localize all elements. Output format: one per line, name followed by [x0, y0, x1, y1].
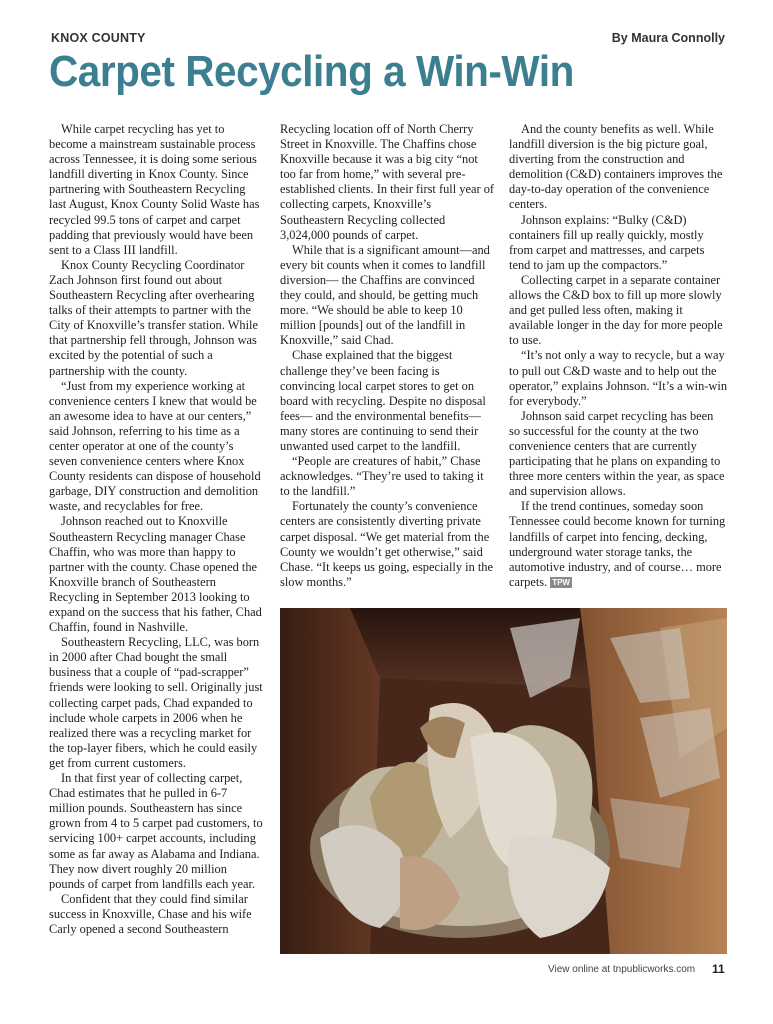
paragraph: Fortunately the county’s convenience centers are consistently diverting private carpet disposal. “We get material from the County we wouldn’t get otherwise,” said Chase. “It keeps us going, especially in the slow months.” — [280, 499, 493, 589]
article-headline: Carpet Recycling a Win-Win — [49, 47, 574, 96]
paragraph: Confident that they could find similar success in Knoxville, Chase and his wife Carly opened a second Southeastern — [49, 891, 252, 936]
section-kicker: KNOX COUNTY — [51, 31, 146, 45]
byline: By Maura Connolly — [611, 31, 725, 45]
article-photo — [280, 608, 727, 954]
article-column-1 — [49, 122, 263, 937]
paragraph: “It’s not only a way to recycle, but a way to pull out C&D waste and to help out the operator,” explains Johnson. “It’s a win-win for everybody.” — [509, 348, 728, 408]
paragraph: “People are creatures of habit,” Chase acknowledges. “They’re used to taking it to the landfill.” — [280, 454, 484, 499]
paragraph: In that first year of collecting carpet, Chad estimates that he pulled in 6-7 million pounds. Southeastern has since grown from 4 to 5 carpet pad customers, to servicing 100+ carpet accounts, including some as far away as Alabama and Indiana. They now divert roughly 20 million pounds of carpet from landfills each year. — [49, 771, 263, 891]
paragraph: Chase explained that the biggest challenge they’ve been facing is convincing local carpet stores to get on board with recycling. Despite no disposal fees— and the environmental benefits—many stores are continuing to send their unwanted used carpet to the landfill. — [280, 348, 486, 453]
page-number: 11 — [712, 962, 725, 976]
article-column-3 — [509, 122, 727, 590]
paragraph: Johnson explains: “Bulky (C&D) containers fill up really quickly, mostly from carpet and mattresses, and carpets tend to jam up the compactors.” — [509, 212, 705, 272]
end-mark-icon: TPW — [552, 577, 570, 587]
paragraph: And the county benefits as well. While landfill diversion is the big picture goal, diverting from the construction and demolition (C&D) containers improves the day-to-day operation of the convenience centers. — [509, 122, 723, 212]
paragraph: While carpet recycling has yet to become a mainstream sustainable process across Tennessee, it is doing some serious landfill diverting in Knox County. Since partnering with Southeastern Recycling last August, Knox County Solid Waste has recycled 99.5 tons of carpet and carpet padding that previously would have been sent to a Class III landfill. — [49, 122, 260, 257]
paragraph: Collecting carpet in a separate container allows the C&D box to fill up more slowly and get pulled less often, making it available longer in the day for more people to use. — [509, 272, 723, 348]
paragraph: Knox County Recycling Coordinator Zach Johnson first found out about Southeastern Recycling after overhearing talks of their attempts to partner with the City of Knoxville’s transfer station. While that partnership fell through, Johnson was excited by the potential of such a partnership with the county. — [49, 257, 259, 378]
paragraph: Johnson reached out to Knoxville Southeastern Recycling manager Chase Chaffin, who was more than happy to partner with the county. Chase opened the Knoxville branch of Southeastern Recycling in September 2013 looking to expand on the success that his father, Chad Chaffin, found in Nashville. — [49, 514, 262, 635]
paragraph: While that is a significant amount—and every bit counts when it comes to landfill diversion— the Chaffins are convinced they could, and should, be getting much more. “We should be able to keep 10 million [pounds] out of the landfill in Knoxville,” said Chad. — [280, 242, 490, 348]
paragraph: Johnson said carpet recycling has been so successful for the county at the two convenience centers that are currently participating that he plans on expanding to three more centers within the year, as space and supervision allows. — [509, 408, 725, 499]
paragraph: “Just from my experience working at convenience centers I knew that would be an awesome idea to have at our centers,” said Johnson, referring to his time as a center operator at one of the county’s seven convenience centers where Knox County residents can dispose of household garbage, DIY construction and demolition waste, and recyclables for free. — [49, 378, 261, 514]
article-column-2 — [280, 122, 496, 590]
footer-link[interactable]: View online at tnpublicworks.com — [548, 964, 696, 975]
paragraph: Recycling location off of North Cherry Street in Knoxville. The Chaffins chose Knoxville because it was a big city “not too far from home,” with several pre-established clients. In their first full year of collecting carpets, Knoxville’s Southeastern Recycling collected 3,024,000 pounds of carpet. — [280, 122, 495, 242]
paragraph: Southeastern Recycling, LLC, was born in 2000 after Chad bought the small business that a couple of “pad-scrapper” friends were looking to sell. Originally just collecting carpet pads, Chad expanded to include whole carpets in 2006 when he realized there was a recycling market for the top-layer fibers, which he could easily get from current customers. — [49, 635, 263, 770]
carpet-container-illustration — [280, 608, 727, 954]
paragraph — [509, 499, 727, 590]
paragraph-text: If the trend continues, someday soon Tennessee could become known for turning landfills of carpet into fencing, decking, underground water storage tanks, the automotive industry, and of course… more carpets. — [509, 499, 726, 589]
